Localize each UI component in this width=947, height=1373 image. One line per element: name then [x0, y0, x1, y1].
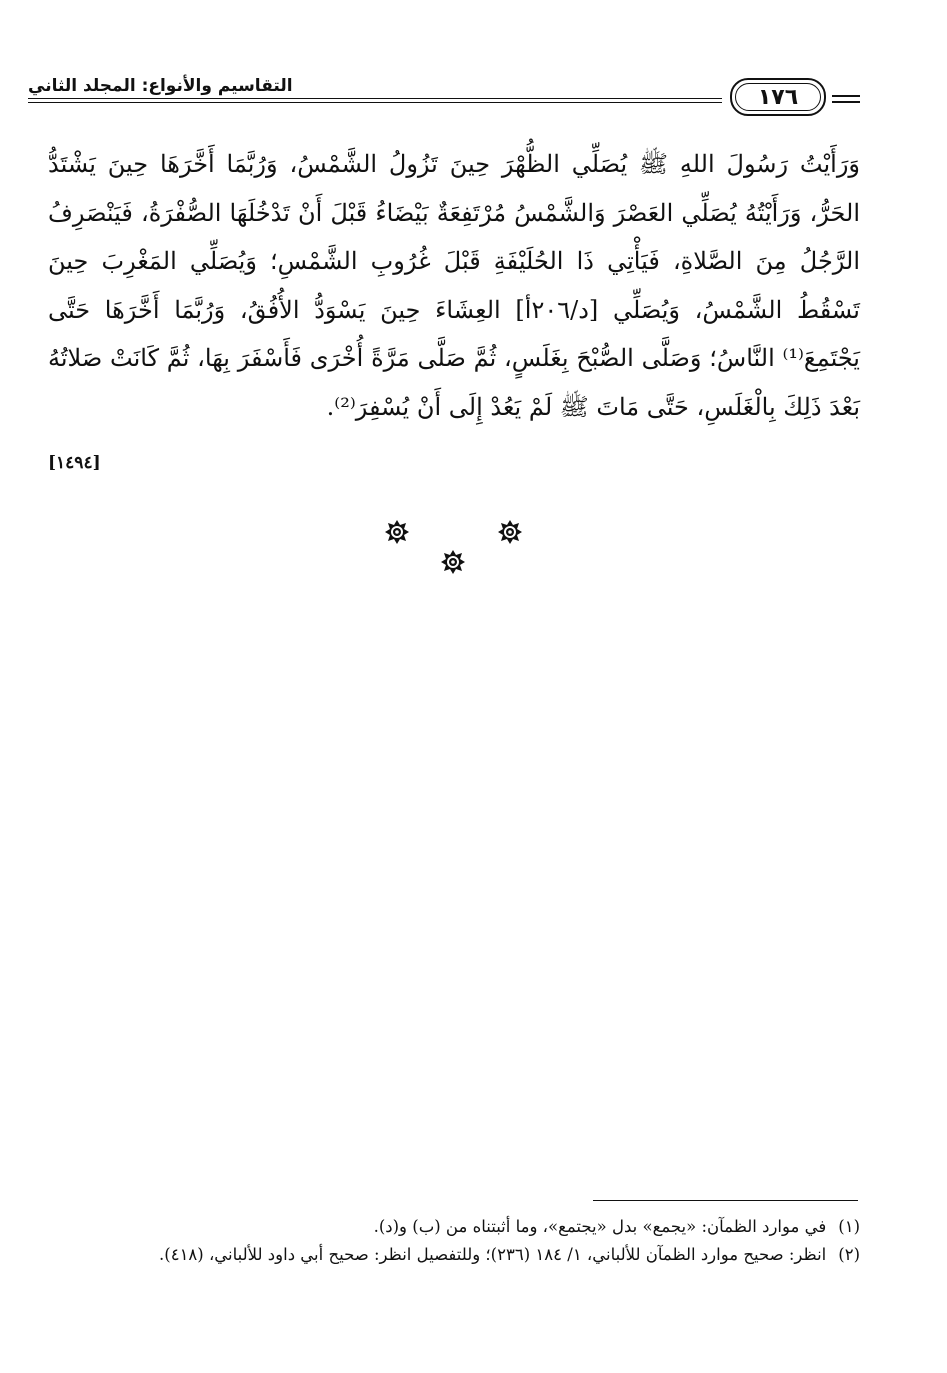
header-rule — [28, 102, 722, 103]
page-number-frame — [730, 78, 826, 116]
rosette-ornament-icon — [385, 520, 409, 544]
hadith-paragraph: وَرَأَيْتُ رَسُولَ اللهِ ﷺ يُصَلِّي الظُّهْرَ حِينَ تَزُولُ الشَّمْسُ، وَرُبَّمَا أَخَّرَهَا حِينَ يَشْتَدُّ الحَرُّ، وَرَأَيْتُهُ يُصَلِّي العَصْرَ وَالشَّمْسُ مُرْتَفِعَةٌ بَيْضَاءُ قَبْلَ أَنْ تَدْخُلَهَا الصُّفْرَةُ، فَيَنْصَرِفُ الرَّجُلُ مِنَ الصَّلاةِ، فَيَأْتِي ذَا الحُلَيْفَةِ قَبْلَ غُرُوبِ الشَّمْسِ؛ وَيُصَلِّي المَغْرِبَ حِينَ تَسْقُطُ الشَّمْسُ، وَيُصَلِّي [د/٢٠٦أ] العِشَاءَ حِينَ يَسْوَدُّ الأُفُقُ، وَرُبَّمَا أَخَّرَهَا حَتَّى يَجْتَمِعَ⁽¹⁾ النَّاسُ؛ وَصَلَّى الصُّبْحَ بِغَلَسٍ، ثُمَّ صَلَّى مَرَّةً أُخْرَى فَأَسْفَرَ بِهَا، ثُمَّ كَانَتْ صَلاتُهُ بَعْدَ ذَلِكَ بِالْغَلَسِ، حَتَّى مَاتَ ﷺ لَمْ يَعُدْ إِلَى أَنْ يُسْفِرَ⁽²⁾. — [48, 150, 861, 421]
page-header — [28, 70, 860, 120]
header-rule — [832, 101, 860, 103]
footnote-marker: (١) — [838, 1217, 860, 1236]
rosette-ornament-icon — [498, 520, 522, 544]
footnotes — [48, 1213, 860, 1269]
header-rule — [28, 98, 722, 99]
hadith-number: [١٤٩٤] — [48, 453, 101, 473]
page-number: ١٧٦ — [757, 84, 799, 110]
hadith-text — [48, 140, 860, 431]
running-title: التقاسيم والأنواع: المجلد الثاني — [28, 76, 293, 96]
header-rule — [832, 95, 860, 97]
footnote-text: في موارد الظمآن: «يجمع» بدل «يجتمع»، وما أثبتناه من (ب) و(د). — [373, 1217, 827, 1236]
footnote-text: انظر: صحيح موارد الظمآن للألباني، ١/ ١٨٤ (٢٣٦)؛ وللتفصيل انظر: صحيح أبي داود للألباني، (٤١٨). — [159, 1245, 827, 1264]
footnote — [48, 1241, 860, 1269]
section-ornaments — [0, 515, 947, 575]
rosette-ornament-icon — [441, 550, 465, 574]
footnote-separator — [593, 1200, 858, 1201]
footnote — [48, 1213, 860, 1241]
footnote-marker: (٢) — [838, 1245, 860, 1264]
